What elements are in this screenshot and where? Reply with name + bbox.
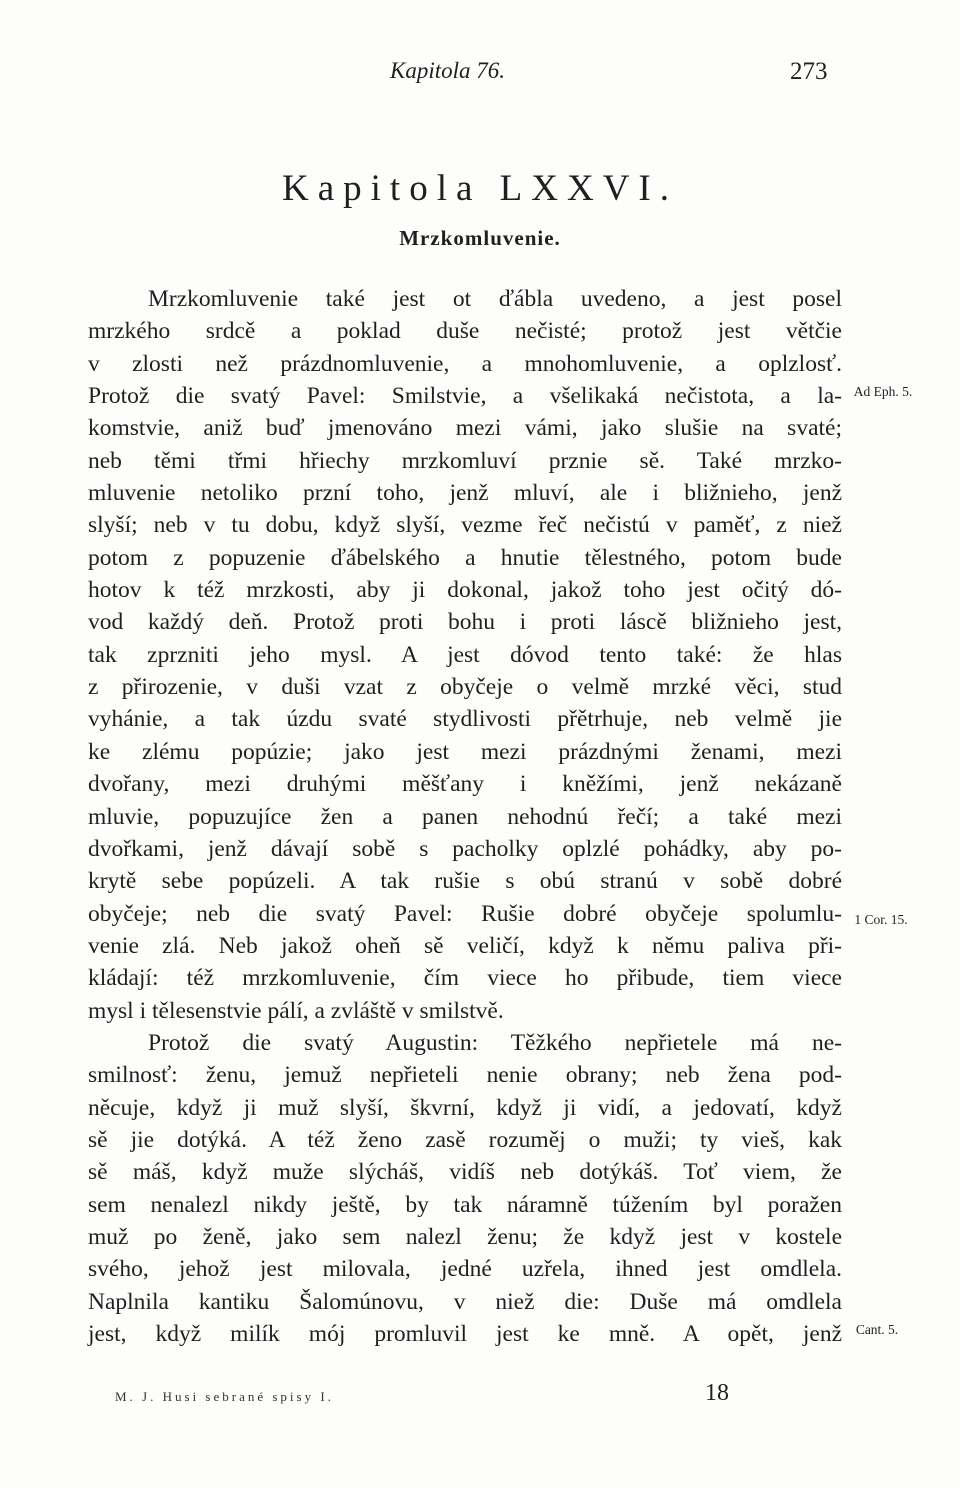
text-line: mrzkého srdcě a poklad duše nečisté; protož jest větčie bbox=[88, 318, 842, 345]
footer-signature-number: 18 bbox=[705, 1380, 729, 1406]
text-line: vyhánie, a tak úzdu svaté stydlivosti přětrhuje, neb velmě jie bbox=[88, 706, 842, 733]
text-line: kládají: též mrzkomluvenie, čím viece ho přibude, tiem viece bbox=[88, 965, 842, 992]
marginal-note-eph: Ad Eph. 5. bbox=[853, 384, 913, 399]
text-line: svého, jehož jest milovala, jedné uzřela, ihned jest omdlela. bbox=[88, 1256, 842, 1283]
text-line: něcuje, když ji muž slyší, škvrní, když ji vidí, a jedovatí, když bbox=[88, 1094, 842, 1121]
text-line: v zlosti než prázdnomluvenie, a mnohomluvenie, a oplzlosť. bbox=[88, 350, 842, 377]
text-line: dvořkami, jenž dávají sobě s pacholky oplzlé pohádky, aby po- bbox=[88, 835, 842, 862]
text-line: Protož die svatý Pavel: Smilstvie, a všelikaká nečistota, a la- bbox=[88, 383, 842, 410]
text-line: Protož die svatý Augustin: Těžkého nepřietele má ne- bbox=[148, 1029, 842, 1056]
text-line: sě jie dotýká. A též ženo zasě rozuměj o muži; ty vieš, kak bbox=[88, 1126, 842, 1153]
marginal-note-cor: 1 Cor. 15. bbox=[854, 912, 908, 927]
text-line: smilnosť: ženu, jemuž nepřieteli nenie obrany; neb žena pod- bbox=[88, 1062, 842, 1089]
text-line: tak zprzniti jeho mysl. A jest dóvod tento také: že hlas bbox=[88, 641, 842, 668]
text-line: z přirozenie, v duši vzat z obyčeje o velmě mrzké věci, stud bbox=[88, 674, 842, 701]
text-line: neb těmi třmi hřiechy mrzkomluví prznie sě. Také mrzko- bbox=[88, 447, 842, 474]
text-line: krytě sebe popúzeli. A tak rušie s obú stranú v sobě dobré bbox=[88, 868, 842, 895]
text-line: venie zlá. Neb jakož oheň sě veličí, když k němu paliva při- bbox=[88, 932, 842, 959]
text-line: slyší; neb v tu dobu, když slyší, vezme řeč nečistú v paměť, z niež bbox=[88, 512, 842, 539]
running-head: Kapitola 76. bbox=[390, 58, 506, 83]
text-line: Mrzkomluvenie také jest ot ďábla uvedeno, a jest posel bbox=[148, 286, 842, 312]
text-line: vod každý deň. Protož proti bohu i proti láscě bližnieho jest, bbox=[88, 609, 842, 636]
text-line: hotov k též mrzkosti, aby ji dokonal, jakož toho jest očitý dó- bbox=[88, 577, 842, 604]
text-line: komstvie, aniž buď jmenováno mezi vámi, jako slušie na svaté; bbox=[88, 415, 842, 442]
text-line: mluvie, popuzujíce žen a panen nehodnú řečí; a také mezi bbox=[88, 803, 842, 830]
text-line: sě máš, když muže slýcháš, vidíš neb dotýkáš. Toť viem, že bbox=[88, 1159, 842, 1186]
footer-signature: M. J. Husi sebrané spisy I. bbox=[115, 1389, 334, 1404]
chapter-subtitle: Mrzkomluvenie. bbox=[399, 226, 561, 250]
text-line: mysl i tělesenstvie pálí, a zvláště v smilstvě. bbox=[88, 997, 504, 1024]
text-line: Naplnila kantiku Šalomúnovu, v niež die: Duše má omdlela bbox=[88, 1288, 842, 1315]
text-line: ke zlému popúzie; jako jest mezi prázdnými ženami, mezi bbox=[88, 738, 842, 765]
page-number: 273 bbox=[790, 58, 828, 85]
body-text bbox=[88, 283, 842, 1350]
chapter-title: Kapitola LXXVI. bbox=[282, 168, 678, 209]
text-line: mluvenie netoliko przní toho, jenž mluví, ale i bližnieho, jenž bbox=[88, 480, 842, 507]
text-line: jest, když milík mój promluvil jest ke mně. A opět, jenž bbox=[88, 1321, 842, 1347]
text-line: dvořany, mezi druhými měšťany i kněžími, jenž nekázaně bbox=[88, 771, 842, 798]
text-line: potom z popuzenie ďábelského a hnutie tělestného, potom bude bbox=[88, 544, 842, 571]
marginal-note-cant: Cant. 5. bbox=[855, 1322, 899, 1337]
text-line: obyčeje; neb die svatý Pavel: Rušie dobré obyčeje spolumlu- bbox=[88, 900, 842, 927]
text-line: muž po ženě, jako sem nalezl ženu; že když jest v kostele bbox=[88, 1223, 842, 1250]
text-line: sem nenalezl nikdy ještě, by tak náramně túžením byl poražen bbox=[88, 1191, 842, 1218]
